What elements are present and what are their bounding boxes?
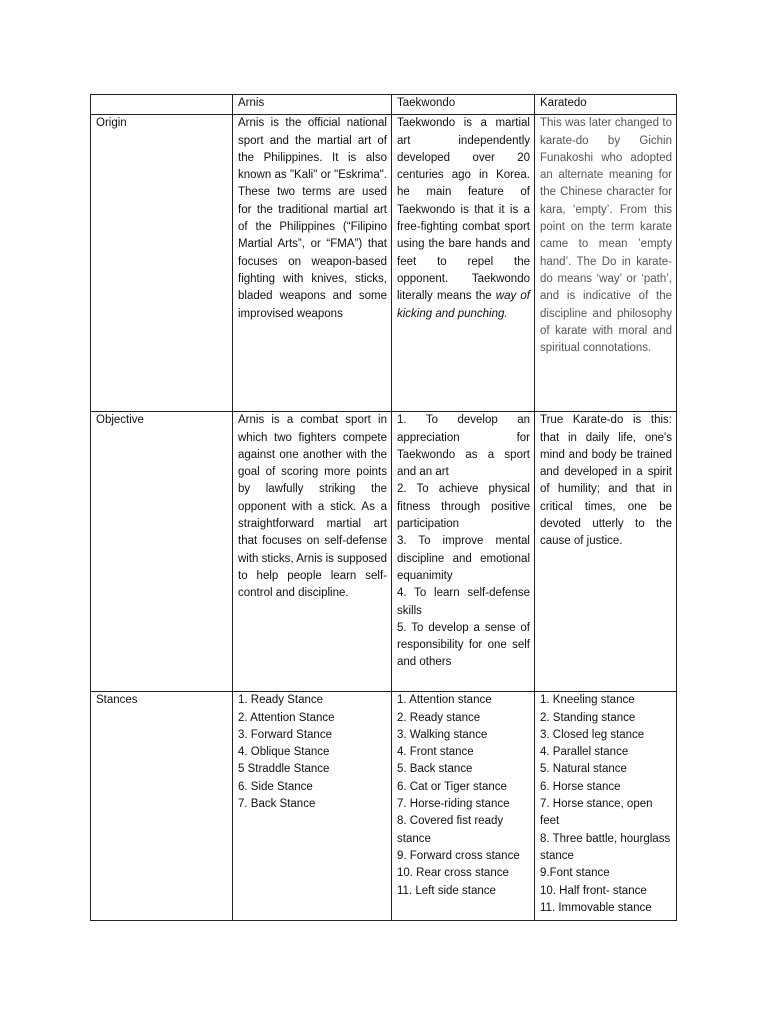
list-item: 5. To develop a sense of responsibility for one self and others bbox=[397, 621, 530, 669]
list-item: 3. Walking stance bbox=[397, 728, 488, 741]
list-item: 9. Forward cross stance bbox=[397, 849, 520, 862]
list-item: 10. Half front- stance bbox=[540, 884, 647, 897]
list-item: 3. Closed leg stance bbox=[540, 728, 645, 741]
stances-karatedo-list bbox=[540, 692, 672, 917]
list-item: 3. To improve mental discipline and emotional equanimity bbox=[397, 535, 530, 582]
row-label-origin: Origin bbox=[91, 115, 233, 412]
list-item: 1. Kneeling stance bbox=[540, 694, 635, 707]
list-item: 6. Horse stance bbox=[540, 780, 621, 793]
table-row-objective bbox=[91, 412, 677, 692]
martial-arts-comparison-table bbox=[90, 94, 677, 921]
header-arnis: Arnis bbox=[233, 95, 392, 115]
row-label-objective: Objective bbox=[91, 412, 233, 692]
list-item: 7. Back Stance bbox=[238, 798, 316, 811]
list-item: 11. Immovable stance bbox=[540, 901, 652, 914]
list-item: 1. To develop an appreciation for Taekwondo as a sport and an art bbox=[397, 414, 530, 479]
list-item: 3. Forward Stance bbox=[238, 728, 332, 741]
row-label-stances: Stances bbox=[91, 692, 233, 921]
stances-taekwondo-cell bbox=[392, 692, 535, 921]
list-item: 2. Ready stance bbox=[397, 711, 481, 724]
header-taekwondo: Taekwondo bbox=[392, 95, 535, 115]
list-item: 2. To achieve physical fitness through positive participation bbox=[397, 483, 530, 531]
stances-arnis-list bbox=[238, 692, 387, 813]
header-karatedo: Karatedo bbox=[535, 95, 677, 115]
origin-taekwondo-cell bbox=[392, 115, 535, 412]
origin-arnis-cell: Arnis is the official national sport and the martial art of the Philippines. It is also known as "Kali" or "Eskrima". These two terms are used for the traditional martial art of the Philippines (“Filipino Martial Arts”, or “FMA”) that focuses on weapon-based fighting with knives, sticks, bladed weapons and some improvised weapons bbox=[233, 115, 392, 412]
list-item: 7. Horse stance, open feet bbox=[540, 798, 653, 828]
list-item: 4. Front stance bbox=[397, 746, 474, 759]
list-item: 5. Natural stance bbox=[540, 763, 627, 776]
stances-taekwondo-list bbox=[397, 692, 530, 900]
list-item: 2. Attention Stance bbox=[238, 711, 335, 724]
objective-karatedo-cell: True Karate-do is this: that in daily life, one's mind and body be trained and developed in a spirit of humility; and that in critical times, one be devoted utterly to the cause of justice. bbox=[535, 412, 677, 692]
list-item: 8. Three battle, hourglass stance bbox=[540, 832, 671, 862]
list-item: 1. Ready Stance bbox=[238, 694, 324, 707]
table-row-stances bbox=[91, 692, 677, 921]
origin-taekwondo-italic: way of kicking and punching. bbox=[397, 290, 530, 320]
list-item: 4. To learn self-defense skills bbox=[397, 587, 530, 617]
origin-taekwondo-text: Taekwondo is a martial art independently developed over 20 centuries ago in Korea. he main feature of Taekwondo is that it is a free-fighting combat sport using the bare hands and feet to repel the opponent. Taekwondo literally means the bbox=[397, 117, 530, 303]
header-empty-cell bbox=[91, 95, 233, 115]
list-item: 5. Back stance bbox=[397, 763, 473, 776]
objective-taekwondo-cell bbox=[392, 412, 535, 692]
list-item: 10. Rear cross stance bbox=[397, 867, 509, 880]
list-item: 9.Font stance bbox=[540, 867, 610, 880]
list-item: 2. Standing stance bbox=[540, 711, 636, 724]
table-row-origin bbox=[91, 115, 677, 412]
objective-taekwondo-list bbox=[397, 412, 530, 671]
list-item: 7. Horse-riding stance bbox=[397, 798, 510, 811]
stances-arnis-cell bbox=[233, 692, 392, 921]
list-item: 11. Left side stance bbox=[397, 884, 496, 897]
list-item: 6. Cat or Tiger stance bbox=[397, 780, 507, 793]
table-header-row bbox=[91, 95, 677, 115]
list-item: 4. Parallel stance bbox=[540, 746, 629, 759]
stances-karatedo-cell bbox=[535, 692, 677, 921]
origin-karatedo-cell: This was later changed to karate-do by Gichin Funakoshi who adopted an alternate meaning for the Chinese character for kara, ‘empty’. From this point on the term karate came to mean ’empty hand’. The Do in karate-do means ‘way’ or ‘path’, and is indicative of the discipline and philosophy of karate with moral and spiritual connotations. bbox=[535, 115, 677, 412]
list-item: 1. Attention stance bbox=[397, 694, 492, 707]
list-item: 4. Oblique Stance bbox=[238, 746, 330, 759]
list-item: 5 Straddle Stance bbox=[238, 763, 330, 776]
list-item: 6. Side Stance bbox=[238, 780, 313, 793]
objective-arnis-cell: Arnis is a combat sport in which two fighters compete against one another with the goal of scoring more points by lawfully striking the opponent with a stick. As a straightforward martial art that focuses on self-defense with sticks, Arnis is supposed to help people learn self-control and discipline. bbox=[233, 412, 392, 692]
list-item: 8. Covered fist ready stance bbox=[397, 815, 504, 845]
